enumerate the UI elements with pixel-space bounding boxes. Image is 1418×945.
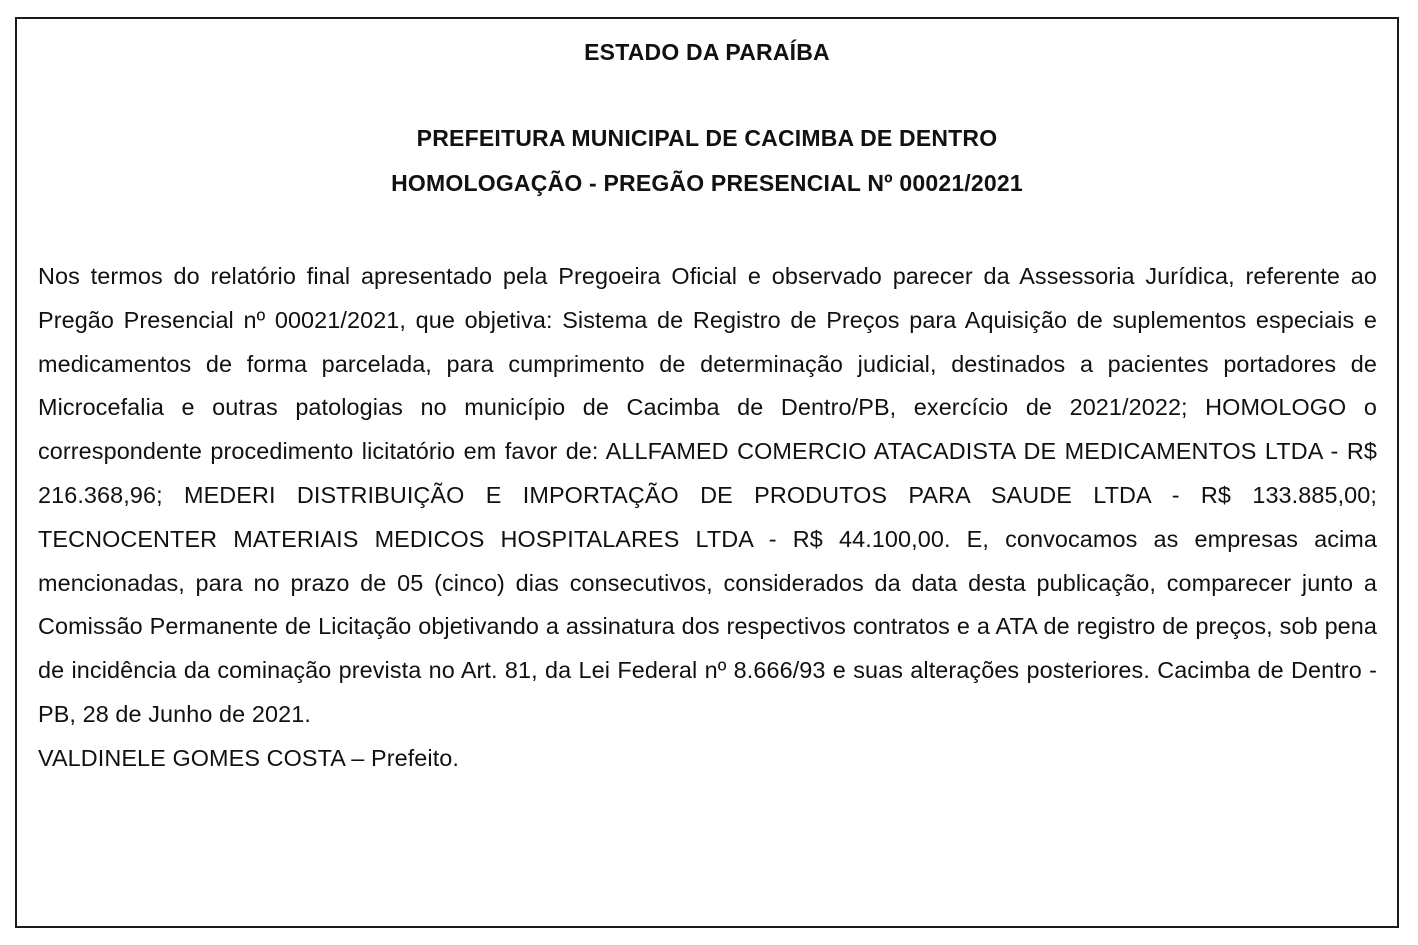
document-frame <box>15 17 1399 928</box>
state-title: ESTADO DA PARAÍBA <box>584 39 830 65</box>
signature-line: VALDINELE GOMES COSTA – Prefeito. <box>38 744 460 771</box>
body-paragraph: Nos termos do relatório final apresentado pela Pregoeira Oficial e observado parecer da Assessoria Jurídica, referente ao Pregão Presencial nº 00021/2021, que objetiva: Sistema de Registro de Preços para Aquisição de suplementos especiais e medicamentos de forma parcelada, para cumprimento de determinação judicial, destinados a pacientes portadores de Microcefalia e outras patologias no município de Cacimba de Dentro/PB, exercício de 2021/2022; HOMOLOGO o correspondente procedimento licitatório em favor de: ALLFAMED COMERCIO ATACADISTA DE MEDICAMENTOS LTDA - R$ 216.368,96; MEDERI DISTRIBUIÇÃO E IMPORTAÇÃO DE PRODUTOS PARA SAUDE LTDA - R$ 133.885,00; TECNOCENTER MATERIAIS MEDICOS HOSPITALARES LTDA - R$ 44.100,00. E, convocamos as empresas acima mencionadas, para no prazo de 05 (cinco) dias consecutivos, considerados da data desta publicação, comparecer junto a Comissão Permanente de Licitação objetivando a assinatura dos respectivos contratos e a ATA de registro de preços, sob pena de incidência da cominação prevista no Art. 81, da Lei Federal nº 8.666/93 e suas alterações posteriores. Cacimba de Dentro - PB, 28 de Junho de 2021. <box>38 263 1377 727</box>
municipality-title: PREFEITURA MUNICIPAL DE CACIMBA DE DENTRO <box>416 125 998 151</box>
notice-title: HOMOLOGAÇÃO - PREGÃO PRESENCIAL Nº 00021/2021 <box>391 170 1023 196</box>
notice-body <box>38 255 1377 781</box>
